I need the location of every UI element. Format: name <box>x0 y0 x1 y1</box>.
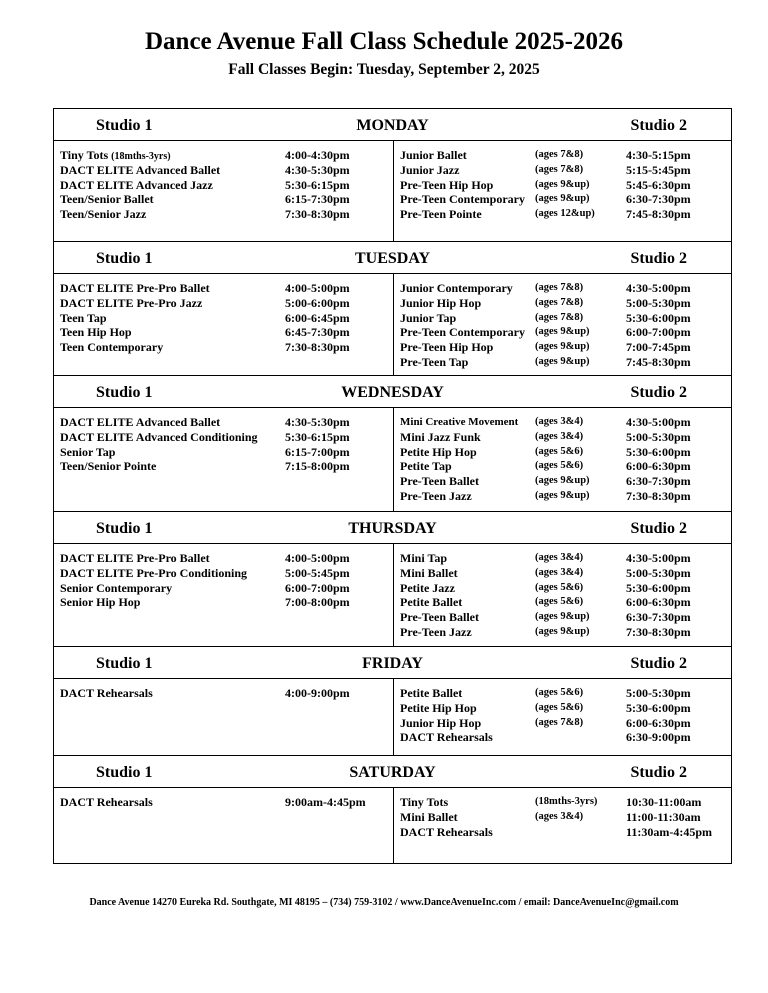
class-ages: (ages 5&6) <box>535 445 584 457</box>
class-name-text: DACT Rehearsals <box>60 686 153 700</box>
class-name-text: DACT ELITE Advanced Ballet <box>60 415 221 429</box>
page-subtitle: Fall Classes Begin: Tuesday, September 2, 2025 <box>228 61 540 78</box>
studio1-class-row <box>60 281 393 295</box>
studio2-label: Studio 2 <box>630 384 687 401</box>
class-name <box>60 311 107 325</box>
class-name: Junior Ballet <box>400 148 467 162</box>
studio2-class-row <box>400 610 730 624</box>
class-ages: (ages 9&up) <box>535 475 590 487</box>
studio2-class-row <box>400 430 730 444</box>
class-ages: (ages 5&6) <box>535 596 584 608</box>
day-classes <box>54 788 731 863</box>
studio2-class-row <box>400 474 730 488</box>
class-name: Junior Hip Hop <box>400 715 482 730</box>
class-time: 6:15-7:00pm <box>285 444 350 459</box>
class-ages: (ages 7&8) <box>535 296 584 308</box>
class-time: 6:15-7:30pm <box>285 192 350 207</box>
class-time: 5:15-5:45pm <box>626 162 691 177</box>
class-ages: (ages 9&up) <box>535 626 590 637</box>
class-name-text: DACT ELITE Advanced Jazz <box>60 177 213 192</box>
day-name: SATURDAY <box>349 764 436 781</box>
studio1-class-row <box>60 795 393 809</box>
class-name <box>60 207 146 221</box>
class-time: 6:00-6:30pm <box>626 459 691 474</box>
studio2-class-row <box>400 595 730 609</box>
class-name-text: DACT ELITE Pre-Pro Ballet <box>60 551 210 565</box>
day-classes <box>54 544 731 646</box>
class-time: 6:30-7:30pm <box>626 610 691 625</box>
class-time: 4:30-5:15pm <box>626 148 691 162</box>
class-name: Pre-Teen Hip Hop <box>400 177 494 192</box>
studio1-label: Studio 1 <box>96 655 153 672</box>
studio2-class-row <box>400 192 730 206</box>
studio1-label: Studio 1 <box>96 764 153 781</box>
class-ages: (ages 7&8) <box>535 163 584 175</box>
class-time: 5:00-5:45pm <box>285 565 350 580</box>
class-name: Pre-Teen Ballet <box>400 474 479 489</box>
class-time: 5:30-6:00pm <box>626 700 691 715</box>
studio1-class-row <box>60 581 393 595</box>
day-name: TUESDAY <box>355 250 430 267</box>
class-name: Pre-Teen Contemporary <box>400 325 525 340</box>
class-time: 11:00-11:30am <box>626 809 701 824</box>
class-time: 5:30-6:15pm <box>285 429 350 444</box>
class-name: Pre-Teen Jazz <box>400 625 472 639</box>
studio2-class-row <box>400 415 730 429</box>
class-name <box>60 445 115 459</box>
studio2-class-row <box>400 459 730 473</box>
class-name <box>60 595 140 609</box>
class-ages: (ages 3&4) <box>535 416 584 427</box>
class-ages: (ages 9&up) <box>535 341 590 353</box>
class-name: Petite Hip Hop <box>400 700 477 715</box>
class-ages: (ages 3&4) <box>535 810 584 822</box>
class-name: DACT Rehearsals <box>400 730 493 745</box>
studio1-class-row <box>60 459 393 473</box>
studio2-class-row <box>400 445 730 459</box>
day-header <box>54 109 731 141</box>
studio1-label: Studio 1 <box>96 117 153 134</box>
class-name <box>60 148 171 164</box>
class-time: 6:30-7:30pm <box>626 192 691 207</box>
class-time: 7:30-8:30pm <box>626 489 691 503</box>
studio2-class-row <box>400 355 730 369</box>
class-name: Junior Jazz <box>400 162 460 177</box>
class-ages: (ages 7&8) <box>535 716 584 728</box>
studio2-label: Studio 2 <box>630 117 687 134</box>
class-ages: (ages 3&4) <box>535 566 584 578</box>
studio2-class-row <box>400 701 730 715</box>
class-time: 4:00-4:30pm <box>285 148 350 162</box>
class-name-text: Teen Hip Hop <box>60 325 132 340</box>
class-time: 7:30-8:30pm <box>285 207 350 222</box>
studio1-class-row <box>60 296 393 310</box>
footer-contact: Dance Avenue 14270 Eureka Rd. Southgate, MI 48195 – (734) 759-3102 / www.DanceAvenueInc.com / email: DanceAvenueInc@gmail.com <box>89 897 679 908</box>
class-name: Pre-Teen Pointe <box>400 207 482 222</box>
column-divider <box>393 408 394 511</box>
studio2-class-row <box>400 207 730 221</box>
class-ages: (ages 9&up) <box>535 490 590 501</box>
studio1-class-row <box>60 430 393 444</box>
studio1-class-row <box>60 148 393 162</box>
studio2-class-row <box>400 163 730 177</box>
class-name-text: DACT ELITE Pre-Pro Jazz <box>60 295 203 310</box>
class-time: 5:45-6:30pm <box>626 177 691 192</box>
class-name: DACT Rehearsals <box>400 824 493 839</box>
page-title: Dance Avenue Fall Class Schedule 2025-2026 <box>144 28 623 55</box>
class-name-text: DACT ELITE Advanced Ballet <box>60 162 221 177</box>
class-name <box>60 581 172 595</box>
class-time: 4:30-5:00pm <box>626 281 691 295</box>
column-divider <box>393 544 394 646</box>
day-header <box>54 512 731 544</box>
class-time: 7:15-8:00pm <box>285 459 350 474</box>
class-name <box>60 430 258 444</box>
studio1-class-row <box>60 340 393 354</box>
class-name: Mini Jazz Funk <box>400 429 481 444</box>
class-name-text: Senior Hip Hop <box>60 595 141 610</box>
class-name <box>60 178 213 192</box>
day-name: FRIDAY <box>362 655 423 672</box>
day-name: WEDNESDAY <box>341 384 444 401</box>
class-time: 5:30-6:15pm <box>285 177 350 192</box>
day-classes <box>54 408 731 511</box>
class-name: Tiny Tots <box>400 795 449 809</box>
studio1-class-row <box>60 325 393 339</box>
class-time: 4:00-5:00pm <box>285 551 350 565</box>
class-time: 5:00-5:30pm <box>626 686 691 700</box>
studio1-label: Studio 1 <box>96 384 153 401</box>
studio2-label: Studio 2 <box>630 655 687 672</box>
studio2-class-row <box>400 281 730 295</box>
class-name: Petite Tap <box>400 459 452 474</box>
class-time: 4:30-5:30pm <box>285 415 350 429</box>
class-time: 10:30-11:00am <box>626 795 702 809</box>
studio1-class-row <box>60 551 393 565</box>
class-name-text: DACT Rehearsals <box>60 795 153 809</box>
class-name: Pre-Teen Jazz <box>400 489 472 503</box>
class-name <box>60 163 220 177</box>
class-time: 4:30-5:00pm <box>626 415 691 429</box>
studio2-class-row <box>400 148 730 162</box>
studio2-class-row <box>400 296 730 310</box>
class-time: 5:00-5:30pm <box>626 565 691 580</box>
studio1-class-row <box>60 192 393 206</box>
class-time: 7:45-8:30pm <box>626 207 691 222</box>
class-name <box>60 795 153 809</box>
class-name: Petite Hip Hop <box>400 444 477 459</box>
studio2-class-row <box>400 311 730 325</box>
class-name-text: Teen Tap <box>60 310 107 325</box>
studio1-label: Studio 1 <box>96 250 153 267</box>
studio1-label: Studio 1 <box>96 520 153 537</box>
class-name <box>60 296 202 310</box>
class-time: 4:00-9:00pm <box>285 686 350 700</box>
class-time: 4:30-5:00pm <box>626 551 691 565</box>
day-block <box>54 646 731 755</box>
class-name <box>60 415 220 429</box>
class-name: Petite Ballet <box>400 686 463 700</box>
studio2-label: Studio 2 <box>630 520 687 537</box>
studio1-class-row <box>60 415 393 429</box>
class-name-text: Teen/Senior Ballet <box>60 192 154 207</box>
class-time: 11:30am-4:45pm <box>626 824 712 839</box>
class-name: Pre-Teen Ballet <box>400 610 479 625</box>
day-block <box>54 755 731 863</box>
studio2-class-row <box>400 730 730 744</box>
studio1-class-row <box>60 686 393 700</box>
day-classes <box>54 274 731 375</box>
studio1-class-row <box>60 178 393 192</box>
class-ages: (ages 12&up) <box>535 208 595 220</box>
class-ages: (ages 5&6) <box>535 687 584 698</box>
class-name <box>60 459 156 473</box>
class-ages: (ages 9&up) <box>535 178 590 190</box>
studio2-class-row <box>400 340 730 354</box>
day-name: MONDAY <box>356 117 429 134</box>
studio1-class-row <box>60 566 393 580</box>
class-name: Mini Ballet <box>400 809 458 824</box>
class-time: 6:00-6:30pm <box>626 595 691 610</box>
day-header <box>54 647 731 679</box>
class-time: 5:00-5:30pm <box>626 295 691 310</box>
studio2-label: Studio 2 <box>630 250 687 267</box>
class-time: 6:00-6:45pm <box>285 310 350 325</box>
day-classes <box>54 679 731 755</box>
class-time: 5:00-6:00pm <box>285 295 350 310</box>
class-name <box>60 686 153 700</box>
studio2-class-row <box>400 825 730 839</box>
day-name: THURSDAY <box>348 520 437 537</box>
studio2-class-row <box>400 810 730 824</box>
class-name: Pre-Teen Contemporary <box>400 192 525 207</box>
class-name-text: Senior Tap <box>60 444 116 459</box>
studio2-class-row <box>400 716 730 730</box>
class-name: Mini Ballet <box>400 565 458 580</box>
studio2-class-row <box>400 686 730 700</box>
class-ages: (ages 3&4) <box>535 430 584 442</box>
class-name-text: Teen/Senior Jazz <box>60 207 147 222</box>
class-ages: (ages 5&6) <box>535 581 584 593</box>
class-time: 5:00-5:30pm <box>626 429 691 444</box>
day-block <box>54 241 731 375</box>
column-divider <box>393 141 394 241</box>
class-name-text: DACT ELITE Advanced Conditioning <box>60 429 258 444</box>
class-time: 4:30-5:30pm <box>285 162 350 177</box>
day-block <box>54 511 731 646</box>
class-name <box>60 566 247 580</box>
class-name-text: DACT ELITE Pre-Pro Ballet <box>60 281 210 295</box>
class-ages: (ages 9&up) <box>535 611 590 623</box>
class-time: 6:00-6:30pm <box>626 715 691 730</box>
class-time: 5:30-6:00pm <box>626 310 691 325</box>
class-time: 9:00am-4:45pm <box>285 795 366 809</box>
class-time: 5:30-6:00pm <box>626 580 691 595</box>
class-name <box>60 192 154 206</box>
class-ages: (ages 5&6) <box>535 701 584 713</box>
class-name: Petite Jazz <box>400 580 455 595</box>
studio2-class-row <box>400 178 730 192</box>
day-header <box>54 376 731 408</box>
class-time: 7:30-8:30pm <box>626 625 691 639</box>
class-ages: (ages 9&up) <box>535 326 590 338</box>
class-name-text: Teen Contemporary <box>60 340 164 355</box>
class-ages: (ages 7&8) <box>535 282 584 293</box>
class-age-note: (18mths-3yrs) <box>111 151 171 162</box>
studio2-label: Studio 2 <box>630 764 687 781</box>
day-header <box>54 242 731 274</box>
day-block <box>54 375 731 511</box>
class-name <box>60 340 163 354</box>
class-ages: (ages 3&4) <box>535 552 584 563</box>
class-time: 6:00-7:00pm <box>626 325 691 340</box>
class-name <box>60 325 132 339</box>
class-name: Junior Contemporary <box>400 281 513 295</box>
studio2-class-row <box>400 489 730 503</box>
studio2-class-row <box>400 625 730 639</box>
class-time: 6:45-7:30pm <box>285 325 350 340</box>
class-time: 7:00-7:45pm <box>626 340 691 355</box>
studio2-class-row <box>400 795 730 809</box>
class-name: Mini Creative Movement <box>400 416 519 428</box>
studio1-class-row <box>60 163 393 177</box>
day-classes <box>54 141 731 241</box>
class-name: Petite Ballet <box>400 595 463 610</box>
class-name: Junior Hip Hop <box>400 295 482 310</box>
studio1-class-row <box>60 207 393 221</box>
class-ages: (18mths-3yrs) <box>535 796 598 807</box>
class-time: 5:30-6:00pm <box>626 444 691 459</box>
class-name: Pre-Teen Tap <box>400 355 469 369</box>
class-time: 6:30-9:00pm <box>626 730 691 745</box>
class-time: 7:45-8:30pm <box>626 355 691 369</box>
studio2-class-row <box>400 581 730 595</box>
schedule-table <box>53 108 732 864</box>
class-name: Mini Tap <box>400 551 448 565</box>
class-time: 6:00-7:00pm <box>285 580 350 595</box>
day-block <box>54 109 731 241</box>
class-name-text: Tiny Tots <box>60 148 109 162</box>
class-name: Junior Tap <box>400 310 457 325</box>
class-ages: (ages 9&up) <box>535 356 590 367</box>
class-time: 7:30-8:30pm <box>285 340 350 355</box>
class-name <box>60 281 210 295</box>
class-name: Pre-Teen Hip Hop <box>400 340 494 355</box>
column-divider <box>393 788 394 863</box>
class-name <box>60 551 210 565</box>
studio2-class-row <box>400 551 730 565</box>
column-divider <box>393 274 394 375</box>
class-name-text: DACT ELITE Pre-Pro Conditioning <box>60 565 248 580</box>
class-name-text: Teen/Senior Pointe <box>60 459 157 474</box>
class-ages: (ages 5&6) <box>535 460 584 472</box>
day-header <box>54 756 731 788</box>
studio1-class-row <box>60 595 393 609</box>
studio1-class-row <box>60 311 393 325</box>
class-time: 6:30-7:30pm <box>626 474 691 489</box>
class-ages: (ages 7&8) <box>535 311 584 323</box>
studio2-class-row <box>400 566 730 580</box>
class-name-text: Senior Contemporary <box>60 580 173 595</box>
class-time: 4:00-5:00pm <box>285 281 350 295</box>
studio2-class-row <box>400 325 730 339</box>
column-divider <box>393 679 394 755</box>
class-time: 7:00-8:00pm <box>285 595 350 610</box>
class-ages: (ages 7&8) <box>535 149 584 160</box>
studio1-class-row <box>60 445 393 459</box>
class-ages: (ages 9&up) <box>535 193 590 205</box>
